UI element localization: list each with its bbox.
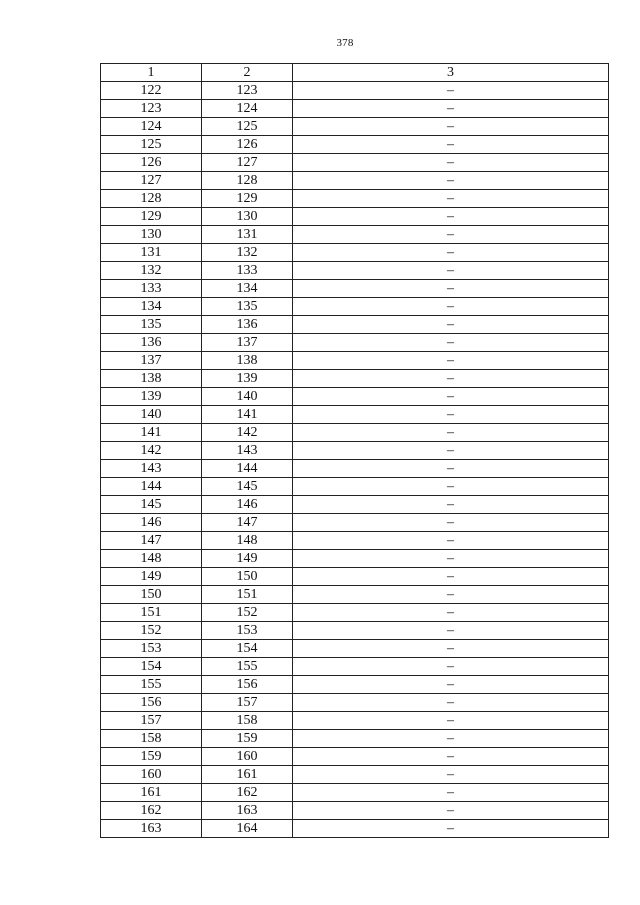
table-row (101, 568, 609, 586)
table-cell-col-1: 127 (101, 172, 202, 190)
table-cell-col-2: 135 (202, 298, 293, 316)
table-cell-col-1: 149 (101, 568, 202, 586)
table-cell-col-3: – (293, 280, 609, 298)
table-cell-col-3: – (293, 748, 609, 766)
table-cell-col-3: – (293, 802, 609, 820)
table-cell-col-1: 122 (101, 82, 202, 100)
table-row (101, 532, 609, 550)
table-cell-col-2: 152 (202, 604, 293, 622)
table-cell-col-1: 136 (101, 334, 202, 352)
table-cell-col-3: – (293, 514, 609, 532)
table-cell-col-2: 129 (202, 190, 293, 208)
table-cell-col-1: 158 (101, 730, 202, 748)
table-cell-col-1: 129 (101, 208, 202, 226)
table-cell-col-3: – (293, 658, 609, 676)
table-cell-col-1: 162 (101, 802, 202, 820)
table-cell-col-1: 145 (101, 496, 202, 514)
table-cell-col-3: – (293, 532, 609, 550)
table-row (101, 406, 609, 424)
table-cell-col-3: – (293, 370, 609, 388)
table-cell-col-3: – (293, 478, 609, 496)
table-cell-col-2: 132 (202, 244, 293, 262)
table-cell-col-2: 160 (202, 748, 293, 766)
table-cell-col-2: 144 (202, 460, 293, 478)
table-cell-col-1: 148 (101, 550, 202, 568)
table-cell-col-1: 144 (101, 478, 202, 496)
table-row (101, 82, 609, 100)
data-table (100, 63, 609, 838)
table-cell-col-1: 163 (101, 820, 202, 838)
table-cell-col-2: 153 (202, 622, 293, 640)
table-cell-col-3: – (293, 424, 609, 442)
table-cell-col-1: 135 (101, 316, 202, 334)
table-cell-col-3: – (293, 694, 609, 712)
table-row (101, 784, 609, 802)
table-cell-col-2: 155 (202, 658, 293, 676)
table-row (101, 730, 609, 748)
table-cell-col-1: 155 (101, 676, 202, 694)
table-cell-col-1: 131 (101, 244, 202, 262)
table-cell-col-2: 128 (202, 172, 293, 190)
table-row (101, 370, 609, 388)
table-cell-col-3: – (293, 82, 609, 100)
table-cell-col-2: 136 (202, 316, 293, 334)
table-row (101, 748, 609, 766)
table-cell-col-1: 152 (101, 622, 202, 640)
table-cell-col-3: – (293, 100, 609, 118)
table-row (101, 514, 609, 532)
table-cell-col-3: – (293, 604, 609, 622)
table-row (101, 388, 609, 406)
table-cell-col-1: 125 (101, 136, 202, 154)
table-cell-col-2: 142 (202, 424, 293, 442)
table-cell-col-2: 154 (202, 640, 293, 658)
table-row (101, 802, 609, 820)
table-cell-col-3: – (293, 262, 609, 280)
table-cell-col-2: 158 (202, 712, 293, 730)
table-row (101, 640, 609, 658)
table-cell-col-3: – (293, 388, 609, 406)
table-cell-col-1: 154 (101, 658, 202, 676)
table-cell-col-1: 153 (101, 640, 202, 658)
table-row (101, 712, 609, 730)
table-cell-col-2: 164 (202, 820, 293, 838)
table-cell-col-2: 157 (202, 694, 293, 712)
table-cell-col-2: 127 (202, 154, 293, 172)
table-cell-col-2: 130 (202, 208, 293, 226)
table-cell-col-3: – (293, 640, 609, 658)
table-cell-col-3: – (293, 712, 609, 730)
table-cell-col-1: 140 (101, 406, 202, 424)
table-cell-col-1: 126 (101, 154, 202, 172)
table-row (101, 316, 609, 334)
table-row (101, 208, 609, 226)
table-cell-col-1: 151 (101, 604, 202, 622)
table-cell-col-2: 124 (202, 100, 293, 118)
table-row (101, 226, 609, 244)
table-cell-col-3: – (293, 136, 609, 154)
table-cell-col-1: 130 (101, 226, 202, 244)
table-row (101, 496, 609, 514)
table-cell-col-1: 134 (101, 298, 202, 316)
table-cell-col-3: – (293, 352, 609, 370)
table-row (101, 622, 609, 640)
table-cell-col-2: 134 (202, 280, 293, 298)
table-cell-col-2: 161 (202, 766, 293, 784)
table-cell-col-2: 123 (202, 82, 293, 100)
table-cell-col-3: – (293, 496, 609, 514)
table-cell-col-2: 146 (202, 496, 293, 514)
table-row (101, 604, 609, 622)
table-row (101, 820, 609, 838)
table-cell-col-3: – (293, 244, 609, 262)
table-cell-col-2: 141 (202, 406, 293, 424)
table-cell-col-3: – (293, 118, 609, 136)
table-cell-col-1: 133 (101, 280, 202, 298)
column-header-1: 1 (101, 64, 202, 82)
table-cell-col-2: 125 (202, 118, 293, 136)
table-row (101, 244, 609, 262)
column-header-3: 3 (293, 64, 609, 82)
table-row (101, 100, 609, 118)
table-cell-col-3: – (293, 460, 609, 478)
table-cell-col-3: – (293, 730, 609, 748)
page-number: 378 (336, 37, 354, 49)
table-cell-col-3: – (293, 190, 609, 208)
table-cell-col-1: 143 (101, 460, 202, 478)
table-cell-col-3: – (293, 334, 609, 352)
table-cell-col-3: – (293, 406, 609, 424)
table-row (101, 586, 609, 604)
table-cell-col-3: – (293, 208, 609, 226)
table-cell-col-2: 147 (202, 514, 293, 532)
table-cell-col-1: 156 (101, 694, 202, 712)
table-cell-col-1: 137 (101, 352, 202, 370)
table-row (101, 478, 609, 496)
table-cell-col-3: – (293, 226, 609, 244)
table-cell-col-1: 150 (101, 586, 202, 604)
table-cell-col-3: – (293, 622, 609, 640)
table-cell-col-1: 161 (101, 784, 202, 802)
table-cell-col-2: 159 (202, 730, 293, 748)
table-cell-col-1: 139 (101, 388, 202, 406)
table-row (101, 280, 609, 298)
header-row (101, 64, 609, 82)
table-cell-col-2: 133 (202, 262, 293, 280)
table-cell-col-1: 147 (101, 532, 202, 550)
table-row (101, 676, 609, 694)
table-cell-col-1: 141 (101, 424, 202, 442)
table-cell-col-2: 163 (202, 802, 293, 820)
table-row (101, 694, 609, 712)
table-cell-col-1: 159 (101, 748, 202, 766)
table-cell-col-3: – (293, 172, 609, 190)
table-cell-col-1: 160 (101, 766, 202, 784)
table-cell-col-2: 149 (202, 550, 293, 568)
table-cell-col-3: – (293, 676, 609, 694)
table-cell-col-3: – (293, 442, 609, 460)
table-row (101, 298, 609, 316)
table-cell-col-1: 142 (101, 442, 202, 460)
table-cell-col-2: 131 (202, 226, 293, 244)
table-cell-col-2: 138 (202, 352, 293, 370)
table-cell-col-1: 138 (101, 370, 202, 388)
table-row (101, 334, 609, 352)
table-cell-col-1: 146 (101, 514, 202, 532)
table-cell-col-2: 148 (202, 532, 293, 550)
table-cell-col-3: – (293, 316, 609, 334)
table-row (101, 658, 609, 676)
table-row (101, 172, 609, 190)
table-cell-col-2: 162 (202, 784, 293, 802)
table-row (101, 550, 609, 568)
table-cell-col-1: 128 (101, 190, 202, 208)
table-cell-col-3: – (293, 154, 609, 172)
table-header (101, 64, 609, 82)
table-cell-col-2: 145 (202, 478, 293, 496)
table-cell-col-3: – (293, 586, 609, 604)
table-row (101, 460, 609, 478)
table-row (101, 262, 609, 280)
table-body (101, 82, 609, 838)
table-row (101, 442, 609, 460)
table-row (101, 424, 609, 442)
table-row (101, 190, 609, 208)
table-cell-col-3: – (293, 568, 609, 586)
table-cell-col-2: 143 (202, 442, 293, 460)
column-header-2: 2 (202, 64, 293, 82)
table-cell-col-3: – (293, 766, 609, 784)
table-cell-col-2: 151 (202, 586, 293, 604)
table-cell-col-3: – (293, 820, 609, 838)
table-cell-col-2: 156 (202, 676, 293, 694)
table-cell-col-2: 150 (202, 568, 293, 586)
table-cell-col-2: 126 (202, 136, 293, 154)
table-row (101, 352, 609, 370)
table-cell-col-1: 157 (101, 712, 202, 730)
table-cell-col-1: 123 (101, 100, 202, 118)
table-row (101, 118, 609, 136)
table-cell-col-3: – (293, 784, 609, 802)
table-cell-col-2: 140 (202, 388, 293, 406)
table-cell-col-2: 137 (202, 334, 293, 352)
table-cell-col-2: 139 (202, 370, 293, 388)
table-cell-col-1: 132 (101, 262, 202, 280)
table-cell-col-3: – (293, 298, 609, 316)
table-row (101, 154, 609, 172)
table-cell-col-3: – (293, 550, 609, 568)
table-row (101, 766, 609, 784)
table-cell-col-1: 124 (101, 118, 202, 136)
table-row (101, 136, 609, 154)
